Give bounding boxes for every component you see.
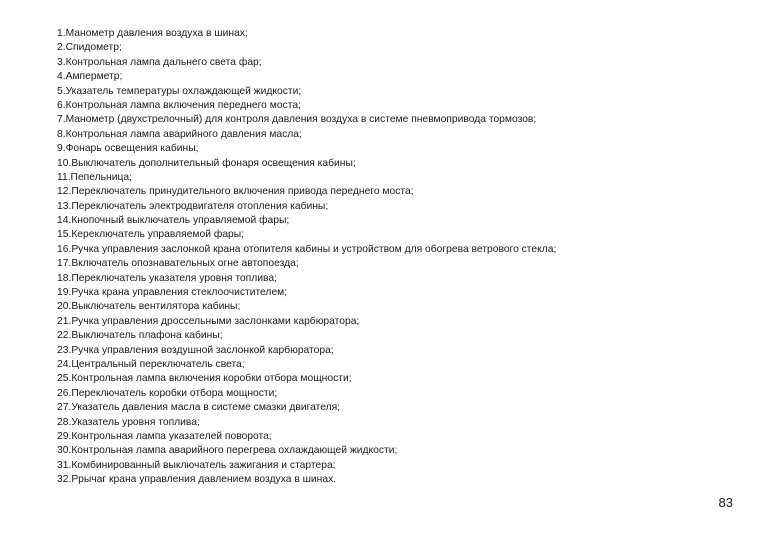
list-item: 18.Переключатель указателя уровня топлива; [57, 272, 277, 284]
list-item: 1.Манометр давления воздуха в шинах; [57, 28, 248, 39]
list-item: 13.Переключатель электродвигателя отопления кабины; [57, 200, 329, 212]
instrument-list [57, 27, 757, 488]
list-item: 27.Указатель давления масла в системе смазки двигателя; [57, 402, 341, 414]
list-item: 4.Амперметр; [57, 71, 123, 83]
list-item: 6.Контрольная лампа включения переднего моста; [57, 99, 301, 111]
list-item: 12.Переключатель принудительного включения привода переднего моста; [57, 186, 414, 198]
list-item: 30.Контрольная лампа аварийного перегрева охлаждающей жидкости; [57, 445, 398, 457]
list-item: 32.Ррычаг крана управления давлением воздуха в шинах. [57, 474, 337, 486]
list-item: 23.Ручка управления воздушной заслонкой карбюратора; [57, 344, 334, 356]
list-item: 22.Выключатель плафона кабины; [57, 330, 223, 342]
list-item: 26.Переключатель коробки отбора мощности; [57, 387, 278, 399]
list-item: 25.Контрольная лампа включения коробки отбора мощности; [57, 373, 352, 385]
list-item: 24.Центральный переключатель света; [57, 358, 245, 370]
page-number: 83 [718, 495, 733, 510]
list-item: 19.Ручка крана управления стеклоочистителем; [57, 287, 288, 299]
list-item: 14.Кнопочный выключатель управляемой фары; [57, 215, 290, 227]
list-item: 2.Спидометр; [57, 42, 122, 54]
list-item: 29.Контрольная лампа указателей поворота; [57, 430, 272, 442]
list-item: 15.Кереключатель управляемой фары; [57, 229, 245, 241]
list-item: 20.Выключатель вентилятора кабины; [57, 301, 241, 313]
list-item: 3.Контрольная лампа дальнего света фар; [57, 56, 262, 68]
list-item: 21.Ручка управления дроссельными заслонками карбюратора; [57, 315, 360, 327]
list-item: 10.Выключатель дополнительный фонаря освещения кабины; [57, 157, 356, 169]
list-item: 8.Контрольная лампа аварийного давления масла; [57, 128, 302, 140]
list-item: 31.Комбинированный выключатель зажигания и стартера; [57, 459, 336, 471]
list-item: 9.Фонарь освещения кабины; [57, 143, 199, 155]
list-item: 7.Манометр (двухстрелочный) для контроля давления воздуха в системе пневмопривода тормозов; [57, 114, 537, 126]
list-item: 5.Указатель температуры охлаждающей жидкости; [57, 85, 302, 97]
list-item: 28.Указатель уровня топлива; [57, 416, 200, 428]
list-item: 11.Пепельница; [57, 171, 132, 183]
list-item: 16.Ручка управления заслонкой крана отопителя кабины и устройством для обогрева ветрового стекла; [57, 243, 557, 255]
list-item: 17.Включатель опознавательных огне автопоезда; [57, 258, 299, 270]
